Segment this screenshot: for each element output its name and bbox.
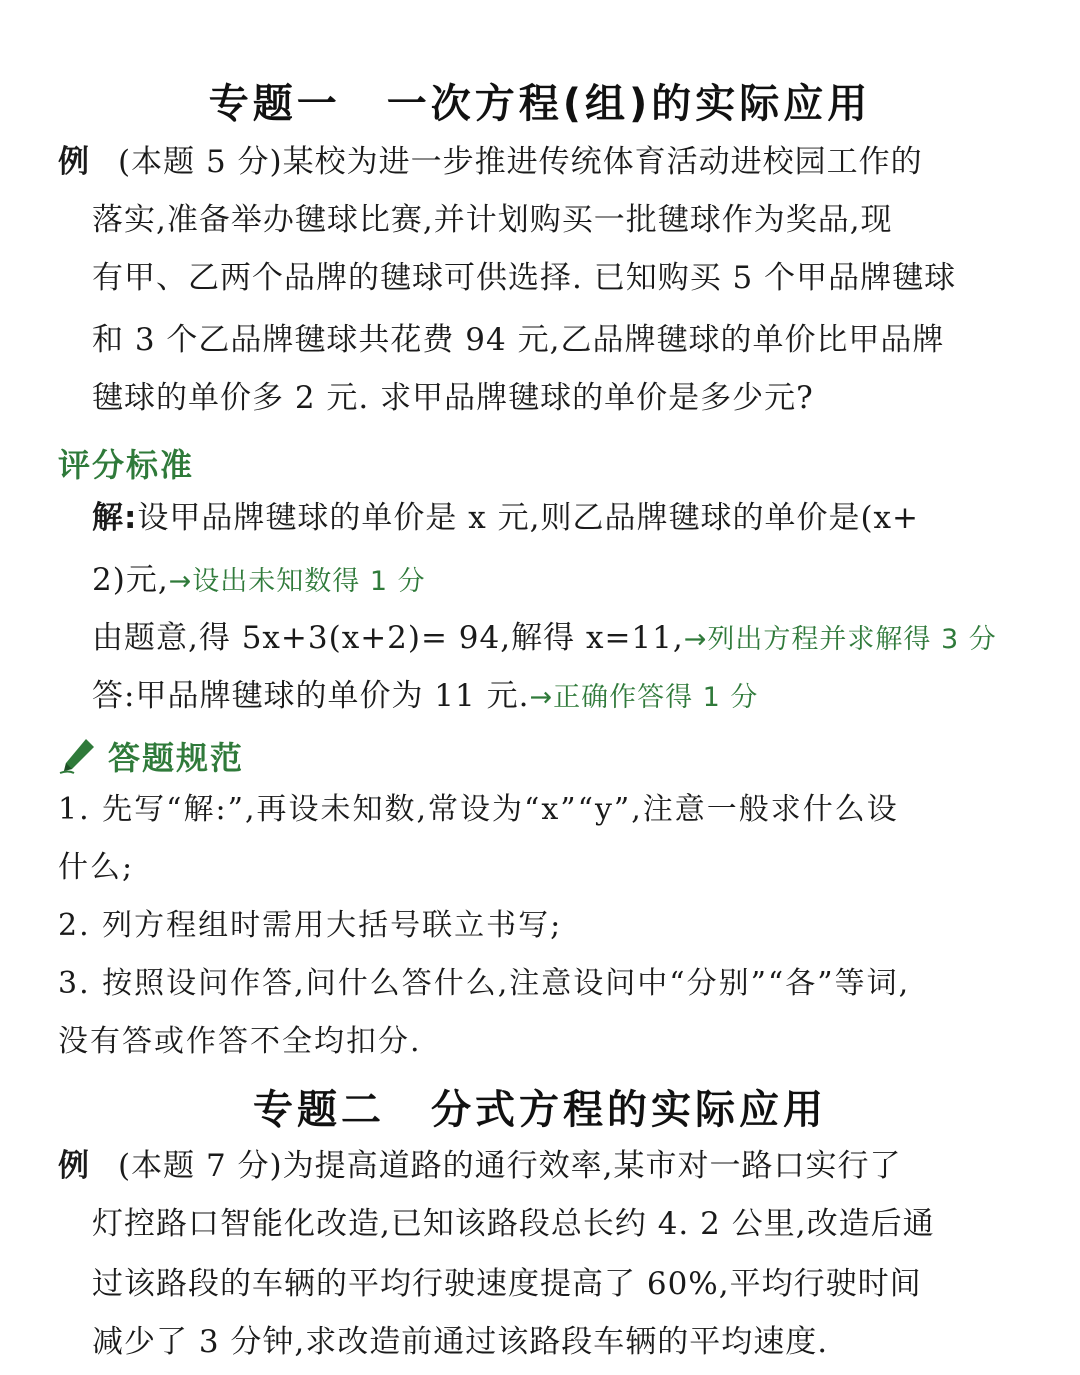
example1-line-3: 有甲、乙两个品牌的毽球可供选择. 已知购买 5 个甲品牌毽球 [92,260,957,296]
example1-line-1: (本题 5 分)某校为进一步推进传统体育活动进校园工作的 [118,144,923,180]
example2-label: 例 [58,1148,90,1184]
norm-line-5: 没有答或作答不全均扣分. [58,1024,422,1059]
norm-line-2: 什么; [58,850,135,885]
scoring-note-1: →设出未知数得 1 分 [168,566,426,597]
example2-line-3: 过该路段的车辆的平均行驶速度提高了 60%,平均行驶时间 [92,1266,922,1302]
example1-line-4: 和 3 个乙品牌毽球共花费 94 元,乙品牌毽球的单价比甲品牌 [92,322,945,358]
scoring-line-2 [92,560,426,602]
example1-line-5: 毽球的单价多 2 元. 求甲品牌毽球的单价是多少元? [92,380,814,416]
scoring-line-4 [92,676,758,718]
topic2-title [0,1078,1080,1135]
scoring-heading: 评分标准 [58,446,195,484]
example1-line-2: 落实,准备举办毽球比赛,并计划购买一批毽球作为奖品,现 [92,202,893,238]
norm-line-3: 2. 列方程组时需用大括号联立书写; [58,908,563,943]
scoring-line-1 [92,498,919,538]
example1-label: 例 [58,144,90,180]
example2-line-2: 灯控路口智能化改造,已知该路段总长约 4. 2 公里,改造后通 [92,1206,935,1242]
scoring-line-3 [92,618,997,660]
scoring-note-2: →列出方程并求解得 3 分 [683,624,997,655]
norm-line-4: 3. 按照设问作答,问什么答什么,注意设问中“分别”“各”等词, [58,966,911,1001]
scoring-line-3-text: 由题意,得 5x+3(x+2)= 94,解得 x=11, [92,620,684,656]
example2-line-1: (本题 7 分)为提高道路的通行效率,某市对一路口实行了 [118,1148,902,1184]
scoring-line-4-text: 答:甲品牌毽球的单价为 11 元. [92,678,530,714]
topic2-title-right: 分式方程的实际应用 [431,1087,827,1133]
topic1-title [0,72,1080,129]
solve-label: 解: [92,500,138,536]
pencil-icon [58,735,98,775]
scoring-line-2-text: 2)元, [92,562,169,598]
norm-line-1: 1. 先写“解:”,再设未知数,常设为“x”“y”,注意一般求什么设 [58,792,899,827]
topic2-title-left: 专题二 [253,1087,385,1133]
topic1-title-left: 专题一 [208,81,341,127]
norms-heading: 答题规范 [108,739,245,777]
scoring-line-1-text: 设甲品牌毽球的单价是 x 元,则乙品牌毽球的单价是(x+ [137,500,920,536]
example2-line-4: 减少了 3 分钟,求改造前通过该路段车辆的平均速度. [92,1324,829,1360]
topic1-title-right: 一次方程(组)的实际应用 [386,81,872,127]
scoring-note-3: →正确作答得 1 分 [529,682,759,713]
